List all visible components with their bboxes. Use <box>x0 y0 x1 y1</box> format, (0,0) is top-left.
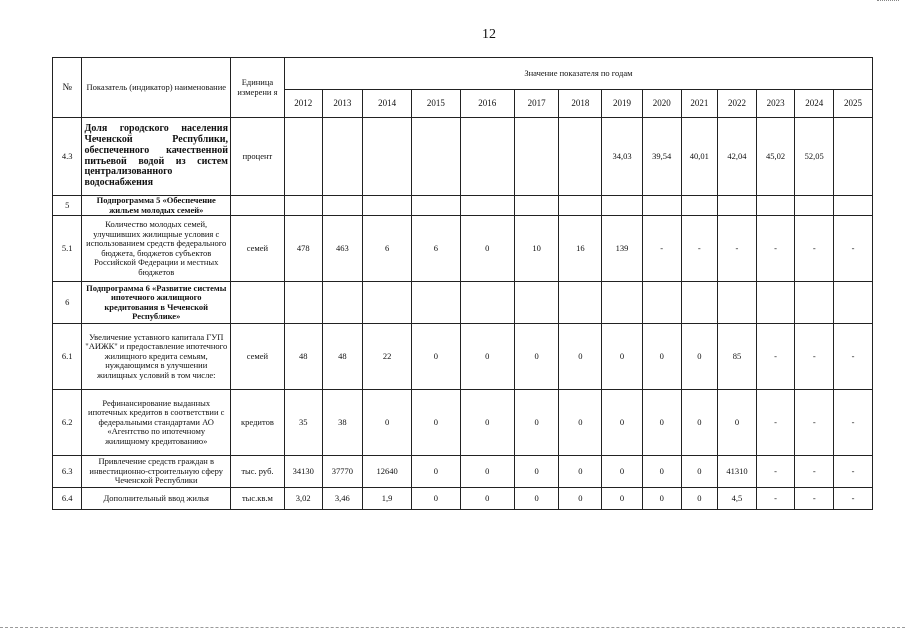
indicator-name: Привлечение средств граждан в инвестиционно-строительную сферу Чеченской Республики <box>82 456 231 488</box>
value-cell: 0 <box>602 456 643 488</box>
value-cell: 0 <box>602 488 643 510</box>
value-cell <box>718 282 757 324</box>
value-cell: 0 <box>642 456 681 488</box>
value-cell: 0 <box>642 488 681 510</box>
value-cell: - <box>756 390 795 456</box>
value-cell <box>756 282 795 324</box>
header-year: 2018 <box>559 90 602 118</box>
value-cell: 0 <box>718 390 757 456</box>
value-cell: 34130 <box>284 456 322 488</box>
value-cell <box>460 282 514 324</box>
unit-cell <box>230 196 284 216</box>
header-indicator: Показатель (индикатор) наименование <box>82 58 231 118</box>
value-cell: 41310 <box>718 456 757 488</box>
value-cell: 0 <box>681 456 718 488</box>
value-cell: 0 <box>602 324 643 390</box>
value-cell: 48 <box>322 324 363 390</box>
value-cell: 45,02 <box>756 118 795 196</box>
value-cell: 3,02 <box>284 488 322 510</box>
value-cell: - <box>834 456 873 488</box>
header-year: 2022 <box>718 90 757 118</box>
value-cell: 52,05 <box>795 118 834 196</box>
unit-cell <box>230 282 284 324</box>
header-year: 2021 <box>681 90 718 118</box>
value-cell <box>460 118 514 196</box>
value-cell <box>322 118 363 196</box>
value-cell: - <box>756 324 795 390</box>
value-cell: 0 <box>559 324 602 390</box>
table-row <box>53 390 873 456</box>
value-cell: 463 <box>322 216 363 282</box>
value-cell: - <box>756 488 795 510</box>
value-cell: 0 <box>559 488 602 510</box>
header-unit: Единица измерени я <box>230 58 284 118</box>
value-cell <box>834 118 873 196</box>
value-cell: 0 <box>681 488 718 510</box>
value-cell <box>559 196 602 216</box>
table-row <box>53 456 873 488</box>
value-cell: 40,01 <box>681 118 718 196</box>
table-row <box>53 282 873 324</box>
value-cell: 42,04 <box>718 118 757 196</box>
value-cell: 0 <box>460 488 514 510</box>
value-cell <box>559 282 602 324</box>
unit-cell: семей <box>230 216 284 282</box>
value-cell: - <box>795 324 834 390</box>
row-number: 6.1 <box>53 324 82 390</box>
value-cell: - <box>642 216 681 282</box>
value-cell: - <box>795 456 834 488</box>
value-cell: 0 <box>642 324 681 390</box>
value-cell: 139 <box>602 216 643 282</box>
value-cell: 12640 <box>363 456 412 488</box>
value-cell <box>514 282 559 324</box>
value-cell: 0 <box>602 390 643 456</box>
value-cell: 6 <box>363 216 412 282</box>
value-cell: 10 <box>514 216 559 282</box>
indicator-name: Дополнительный ввод жилья <box>82 488 231 510</box>
value-cell: 0 <box>460 456 514 488</box>
header-year: 2024 <box>795 90 834 118</box>
indicator-name: Рефинансирование выданных ипотечных кредитов в соответствии с федеральными стандартами АО «Агентство по ипотечному жилищному кредитованию» <box>82 390 231 456</box>
value-cell <box>412 118 461 196</box>
indicator-name: Количество молодых семей, улучшивших жилищные условия с использованием средств федерального бюджета, бюджетов субъектов Российской Федерации и местных бюджетов <box>82 216 231 282</box>
header-year: 2023 <box>756 90 795 118</box>
value-cell <box>681 196 718 216</box>
value-cell <box>514 196 559 216</box>
value-cell: - <box>834 390 873 456</box>
indicator-name: Доля городского населения Чеченской Республики, обеспеченного качественной питьевой водой из систем централизованного водоснабжения <box>82 118 231 196</box>
value-cell <box>412 196 461 216</box>
value-cell: 0 <box>460 324 514 390</box>
value-cell: 0 <box>642 390 681 456</box>
table-row <box>53 488 873 510</box>
value-cell: 0 <box>681 324 718 390</box>
unit-cell: тыс. руб. <box>230 456 284 488</box>
indicator-name: Подпрограмма 6 «Развитие системы ипотечного жилищного кредитования в Чеченской Республике» <box>82 282 231 324</box>
indicator-name: Увеличение уставного капитала ГУП "АИЖК" и предоставление ипотечного жилищного кредита семьям, нуждающимся в улучшении жилищных условий в том числе: <box>82 324 231 390</box>
header-year: 2020 <box>642 90 681 118</box>
value-cell: - <box>834 324 873 390</box>
value-cell: 4,5 <box>718 488 757 510</box>
value-cell <box>284 282 322 324</box>
value-cell: - <box>795 488 834 510</box>
value-cell: 0 <box>559 456 602 488</box>
value-cell <box>756 196 795 216</box>
indicator-name: Подпрограмма 5 «Обеспечение жильем молодых семей» <box>82 196 231 216</box>
row-number: 6 <box>53 282 82 324</box>
unit-cell: кредитов <box>230 390 284 456</box>
unit-cell: семей <box>230 324 284 390</box>
value-cell: 38 <box>322 390 363 456</box>
value-cell: 0 <box>412 324 461 390</box>
value-cell: - <box>834 216 873 282</box>
value-cell <box>412 282 461 324</box>
unit-cell: тыс.кв.м <box>230 488 284 510</box>
value-cell <box>642 282 681 324</box>
value-cell: 0 <box>412 456 461 488</box>
scan-artifact-line <box>0 627 905 628</box>
header-values-caption: Значение показателя по годам <box>284 58 872 90</box>
row-number: 6.2 <box>53 390 82 456</box>
row-number: 6.3 <box>53 456 82 488</box>
header-year: 2025 <box>834 90 873 118</box>
table-row <box>53 216 873 282</box>
value-cell: 39,54 <box>642 118 681 196</box>
table-row <box>53 324 873 390</box>
value-cell <box>681 282 718 324</box>
value-cell: 0 <box>514 390 559 456</box>
value-cell <box>602 196 643 216</box>
header-year: 2016 <box>460 90 514 118</box>
value-cell: 0 <box>514 456 559 488</box>
value-cell: 6 <box>412 216 461 282</box>
value-cell: - <box>756 456 795 488</box>
value-cell <box>642 196 681 216</box>
value-cell: 0 <box>412 390 461 456</box>
row-number: 5 <box>53 196 82 216</box>
value-cell <box>363 196 412 216</box>
unit-cell: процент <box>230 118 284 196</box>
value-cell: 35 <box>284 390 322 456</box>
value-cell: 85 <box>718 324 757 390</box>
header-row-1 <box>53 58 873 90</box>
value-cell: 0 <box>460 216 514 282</box>
value-cell: 1,9 <box>363 488 412 510</box>
header-year: 2019 <box>602 90 643 118</box>
value-cell: 0 <box>559 390 602 456</box>
header-year: 2017 <box>514 90 559 118</box>
value-cell <box>795 282 834 324</box>
value-cell <box>602 282 643 324</box>
value-cell: - <box>795 216 834 282</box>
value-cell <box>834 282 873 324</box>
value-cell <box>718 196 757 216</box>
value-cell <box>834 196 873 216</box>
value-cell: - <box>795 390 834 456</box>
table-body <box>53 118 873 510</box>
value-cell <box>322 282 363 324</box>
table-row <box>53 196 873 216</box>
indicators-table <box>52 57 873 510</box>
value-cell: 16 <box>559 216 602 282</box>
value-cell: 0 <box>514 324 559 390</box>
value-cell: - <box>681 216 718 282</box>
value-cell: 22 <box>363 324 412 390</box>
header-year: 2012 <box>284 90 322 118</box>
value-cell: 34,03 <box>602 118 643 196</box>
value-cell: - <box>756 216 795 282</box>
header-year: 2015 <box>412 90 461 118</box>
scan-artifact-corner <box>877 0 899 4</box>
value-cell <box>363 118 412 196</box>
value-cell <box>795 196 834 216</box>
value-cell: 48 <box>284 324 322 390</box>
header-year: 2014 <box>363 90 412 118</box>
value-cell: - <box>718 216 757 282</box>
value-cell <box>559 118 602 196</box>
value-cell <box>460 196 514 216</box>
value-cell <box>322 196 363 216</box>
value-cell: 0 <box>363 390 412 456</box>
value-cell: 37770 <box>322 456 363 488</box>
value-cell <box>284 118 322 196</box>
value-cell: 3,46 <box>322 488 363 510</box>
table-row <box>53 118 873 196</box>
header-no: № <box>53 58 82 118</box>
page-number: 12 <box>482 27 496 42</box>
value-cell: 0 <box>412 488 461 510</box>
value-cell: 0 <box>460 390 514 456</box>
row-number: 5.1 <box>53 216 82 282</box>
value-cell <box>363 282 412 324</box>
value-cell: 0 <box>681 390 718 456</box>
header-year: 2013 <box>322 90 363 118</box>
value-cell <box>514 118 559 196</box>
value-cell <box>284 196 322 216</box>
value-cell: 0 <box>514 488 559 510</box>
row-number: 4.3 <box>53 118 82 196</box>
value-cell: - <box>834 488 873 510</box>
row-number: 6.4 <box>53 488 82 510</box>
value-cell: 478 <box>284 216 322 282</box>
